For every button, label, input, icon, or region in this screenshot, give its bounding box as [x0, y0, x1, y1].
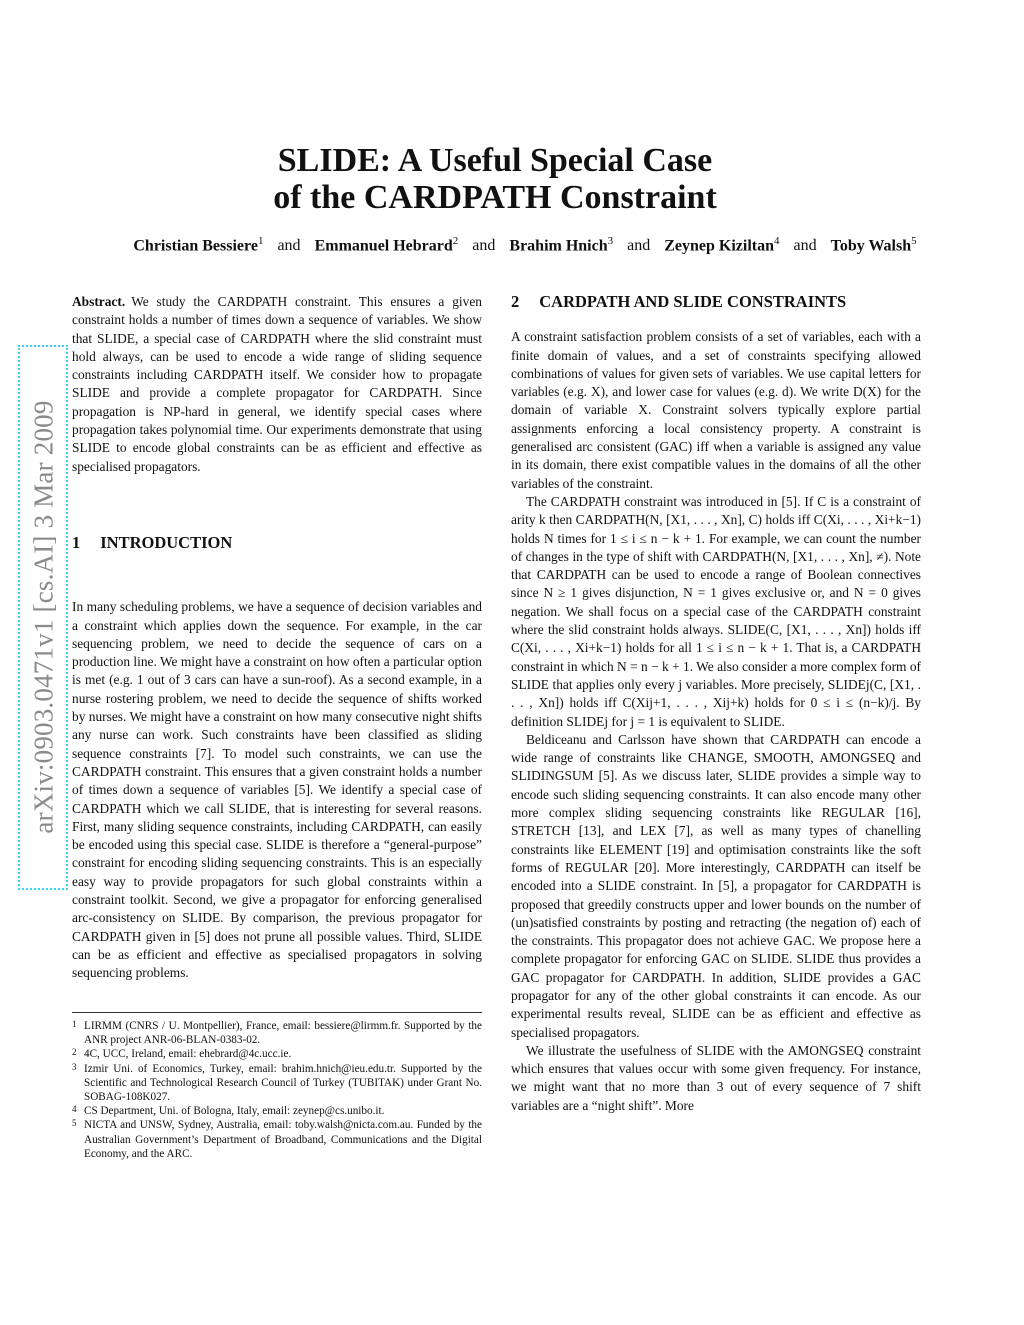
- section-title: CARDPATH AND SLIDE CONSTRAINTS: [539, 292, 847, 311]
- footnote-number: 5: [72, 1118, 77, 1129]
- author-affiliation-mark: 3: [607, 235, 614, 247]
- footnote-number: 2: [72, 1047, 77, 1058]
- title-line-2: of the CARDPATH Constraint: [273, 179, 717, 216]
- footnote: [72, 1019, 482, 1047]
- author-name: Christian Bessiere: [133, 237, 258, 255]
- footnote: [72, 1062, 482, 1105]
- author-separator: and: [627, 237, 651, 255]
- title-line-1: SLIDE: A Useful Special Case: [277, 142, 713, 179]
- abstract: [72, 293, 482, 476]
- author-separator: and: [277, 237, 301, 255]
- footnote: [72, 1047, 482, 1061]
- author-name: Zeynep Kiziltan: [664, 237, 775, 255]
- footnote: [72, 1104, 482, 1118]
- body-paragraph: Beldiceanu and Carlsson have shown that CARDPATH can encode a wide range of constraints like CHANGE, SMOOTH, AMONGSEQ and SLIDINGSUM [5]. As we discuss later, SLIDE provides a simple way to encode such sliding sequencing constraints. It can also encode many other more complex sliding sequencing constraints like REGULAR [16], STRETCH [13], and LEX [7], as well as many types of chanelling constraints like ELEMENT [19] and optimisation constraints like the soft forms of REGULAR [20]. More interestingly, CARDPATH can itself be encoded into a SLIDE constraint. In [5], a propagator for CARDPATH is proposed that greedily constructs upper and lower bounds on the number of (un)satisfied constraints by posting and retracting (the negation of) each of the constraints. This propagator does not achieve GAC. We propose here a complete propagator for enforcing GAC on SLIDE. SLIDE thus provides a GAC propagator for CARDPATH. In addition, SLIDE provides a GAC propagator for any of the other global constraints it can encode. As our experimental results reveal, SLIDE can be as efficient and effective as specialised propagators.: [511, 731, 921, 1040]
- arxiv-id: arXiv:0903.0471v1 [cs.AI] 3 Mar 2009: [28, 400, 59, 834]
- intro-paragraph: In many scheduling problems, we have a sequence of decision variables and a constraint which applies down the sequence. For example, in the car sequencing problem, we need to decide the sequence of cars on a production line. We might have a constraint on how often a particular option is met (e.g. 1 out of 3 cars can have a sun-roof). As a second example, in a nurse rostering problem, we need to decide the sequence of shifts worked by nurses. We might have a constraint on how many consecutive night shifts any nurse can work. Such constraints have been classified as sliding sequence constraints [7]. To model such constraints, we can use the CARDPATH constraint. This ensures that a given constraint holds a number of times down a sequence of variables [5]. We identify a special case of CARDPATH which we call SLIDE, that is interesting for several reasons. First, many sliding sequence constraints, including CARDPATH, can easily be encoded using this special case. SLIDE is therefore a “general-purpose” constraint for encoding sliding sequencing constraints. This is an especially easy way to provide propagators for such global constraints within a constraint toolkit. Second, we give a propagator for enforcing generalised arc-consistency on SLIDE. By comparison, the previous propagator for CARDPATH given in [5] does not prune all possible values. Third, SLIDE can be as efficient and effective as specialised propagators in solving sequencing problems.: [72, 599, 482, 981]
- footnote-text: Izmir Uni. of Economics, Turkey, email: brahim.hnich@ieu.edu.tr. Supported by the Scientific and Technological Research Council of Turkey (TUBITAK) under Grant No. SOBAG-108K027.: [84, 1062, 482, 1104]
- paper-title: [0, 142, 990, 216]
- left-column: [72, 293, 482, 983]
- abstract-label: Abstract.: [72, 294, 126, 309]
- abstract-text: We study the CARDPATH constraint. This ensures a given constraint holds a number of times down a sequence of variables. We show that SLIDE, a special case of CARDPATH where the slid constraint must hold always, can be used to encode a wide range of sliding sequence constraints including CARDPATH itself. We consider how to propagate SLIDE and provide a complete propagator for CARDPATH. Since propagation is NP-hard in general, we identify special cases where propagation takes polynomial time. Our experiments demonstrate that using SLIDE to encode global constraints can be as efficient and effective as specialised propagators.: [72, 294, 482, 474]
- footnote-number: 4: [72, 1104, 77, 1115]
- author-list: [60, 235, 990, 255]
- section-title: INTRODUCTION: [100, 532, 233, 552]
- author-name: Toby Walsh: [830, 237, 912, 255]
- body-paragraph: We illustrate the usefulness of SLIDE with the AMONGSEQ constraint which ensures that values occur with some given frequency. For instance, we might want that no more than 3 out of every sequence of 7 shift variables are a “night shift”. More: [511, 1042, 921, 1113]
- author-affiliation-mark: 5: [911, 235, 917, 247]
- footnote-text: 4C, UCC, Ireland, email: ehebrard@4c.ucc.ie.: [84, 1048, 292, 1061]
- author-separator: and: [472, 237, 496, 255]
- footnote-number: 1: [72, 1019, 77, 1029]
- author-name: Brahim Hnich: [509, 237, 608, 255]
- footnote: [72, 1118, 482, 1161]
- footnote-text: NICTA and UNSW, Sydney, Australia, email: toby.walsh@nicta.com.au. Funded by the Australian Government’s Department of Broadband, Communications and the Digital Economy, and the ARC.: [84, 1119, 482, 1160]
- footnote-text: CS Department, Uni. of Bologna, Italy, email: zeynep@cs.unibo.it.: [84, 1105, 385, 1118]
- section-heading-cardpath-slide: [511, 293, 921, 311]
- right-column: [511, 293, 921, 1115]
- section-number: 2: [511, 292, 520, 311]
- footnote-text: LIRMM (CNRS / U. Montpellier), France, email: bessiere@lirmm.fr. Supported by the ANR project ANR-06-BLAN-0383-02.: [84, 1020, 482, 1047]
- body-paragraph: The CARDPATH constraint was introduced in [5]. If C is a constraint of arity k then CARDPATH(N, [X1, . . . , Xn], C) holds iff C(Xi, . . . , Xi+k−1) holds N times for 1 ≤ i ≤ n − k + 1. For example, we can count the number of changes in the type of shift with CARDPATH(N, [X1, . . . , Xn], ≠). Note that CARDPATH can be used to encode a range of Boolean connectives since N ≥ 1 gives disjunction, N = 1 gives exclusive or, and N = 0 gives negation. We shall focus on a special case of the CARDPATH constraint where the slid constraint holds always. SLIDE(C, [X1, . . . , Xn]) holds iff C(Xi, . . . , Xi+k−1) holds for all 1 ≤ i ≤ n − k + 1. That is, a CARDPATH constraint in which N = n − k + 1. We also consider a more complex form of SLIDE that applies only every j variables. More precisely, SLIDEj(C, [X1, . . . , Xn]) holds iff C(Xij+1, . . . , Xij+k) holds for 0 ≤ i ≤ (n−k)/j. By definition SLIDEj for j = 1 is equivalent to SLIDE.: [511, 493, 921, 729]
- footnotes: [72, 1012, 482, 1161]
- author-affiliation-mark: 4: [774, 235, 780, 247]
- section-heading-introduction: [72, 534, 482, 552]
- author-separator: and: [793, 237, 817, 255]
- section-number: 1: [72, 532, 81, 552]
- body-paragraph: A constraint satisfaction problem consists of a set of variables, each with a finite domain of values, and a set of constraints specifying allowed combinations of values for given sets of variables. We use capital letters for variables (e.g. X), and lower case for values (e.g. d). We write D(X) for the domain of variable X. Constraint solvers typically explore partial assignments enforcing a local consistency property. A constraint is generalised arc consistent (GAC) iff when a variable is assigned any value in its domain, there exist compatible values in the domains of all the other variables of the constraint.: [511, 329, 921, 491]
- author-affiliation-mark: 2: [452, 235, 459, 247]
- footnote-number: 3: [72, 1061, 77, 1072]
- author-affiliation-mark: 1: [257, 235, 264, 247]
- author-name: Emmanuel Hebrard: [314, 237, 453, 255]
